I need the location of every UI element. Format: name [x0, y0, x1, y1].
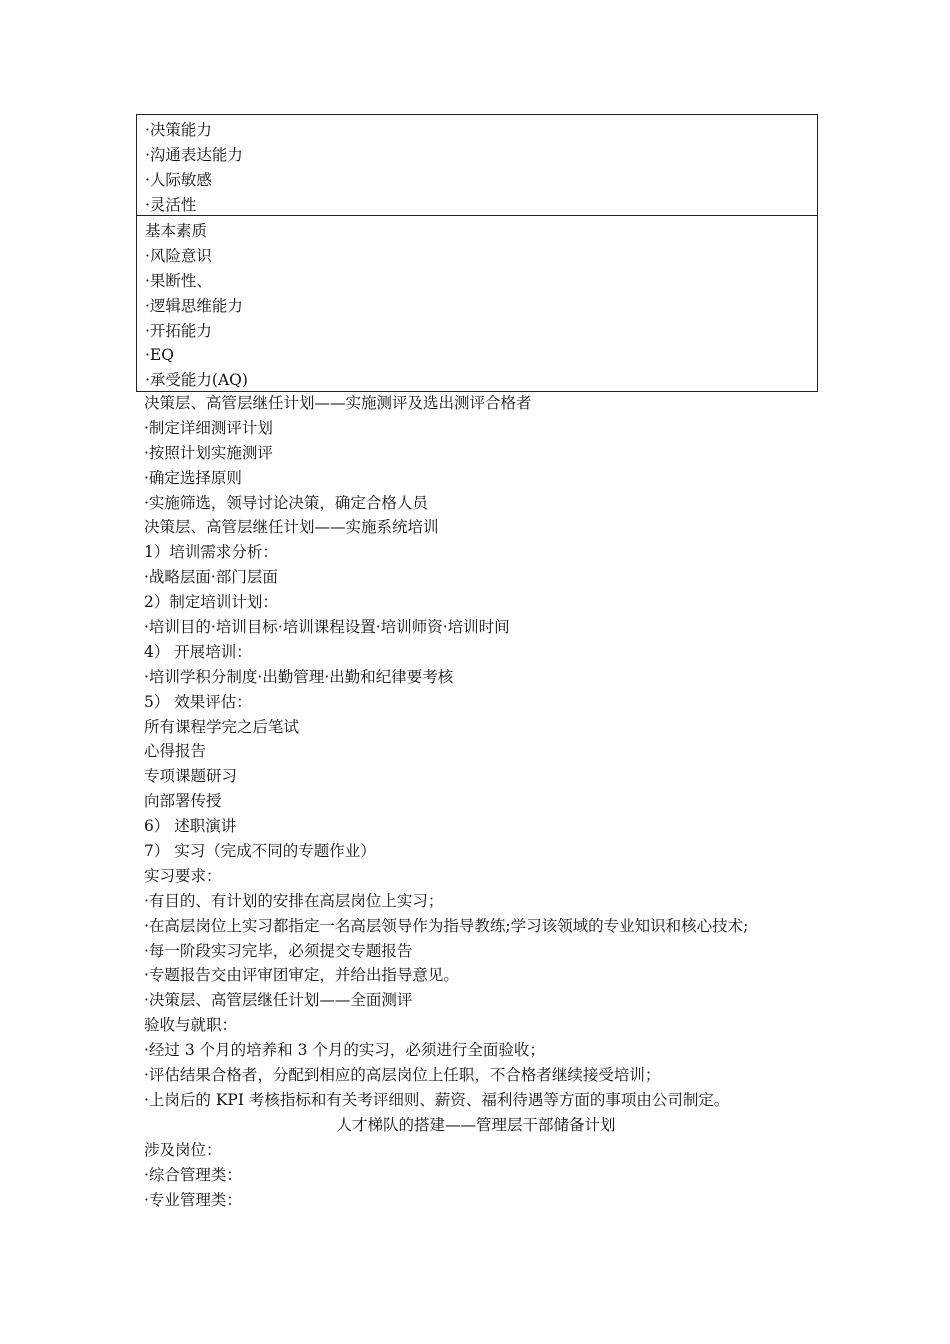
list-item: ·逻辑思维能力 — [145, 296, 243, 315]
list-item: ·果断性、 — [145, 271, 212, 290]
section-heading: 决策层、高管层继任计划——实施系统培训 — [144, 518, 439, 537]
page-section-title: 人才梯队的搭建——管理层干部储备计划 — [336, 1115, 616, 1134]
list-item: ·专题报告交由评审团审定，并给出指导意见。 — [144, 966, 459, 985]
numbered-heading: 5） 效果评估： — [144, 692, 252, 711]
list-item: ·实施筛选，领导讨论决策，确定合格人员 — [144, 493, 428, 512]
list-item: ·有目的、有计划的安排在高层岗位上实习； — [144, 891, 444, 910]
document-body — [144, 391, 844, 1212]
list-item: ·综合管理类： — [144, 1165, 242, 1184]
text-line: 专项课题研习 — [144, 767, 238, 786]
competency-table-cell-upper — [136, 114, 818, 216]
section-heading: 基本素质 — [145, 222, 208, 240]
list-item: ·沟通表达能力 — [145, 145, 243, 164]
list-item: ·决策层、高管层继任计划——全面测评 — [144, 991, 413, 1010]
list-item: ·每一阶段实习完毕，必须提交专题报告 — [144, 941, 413, 960]
numbered-heading: 7） 实习（完成不同的专题作业） — [144, 842, 376, 861]
numbered-heading: 4） 开展培训： — [144, 642, 252, 661]
list-item: ·专业管理类： — [144, 1190, 242, 1209]
list-item: ·决策能力 — [145, 121, 212, 139]
text-line: 向部署传授 — [144, 792, 222, 811]
competency-table-cell-basic-qualities — [136, 215, 818, 392]
list-item: ·EQ — [145, 346, 174, 365]
list-item: ·人际敏感 — [145, 170, 212, 189]
numbered-heading: 1）培训需求分析： — [144, 543, 278, 562]
section-heading: 决策层、高管层继任计划——实施测评及选出测评合格者 — [144, 394, 532, 412]
list-item: ·灵活性 — [145, 195, 197, 214]
numbered-heading: 2）制定培训计划： — [144, 593, 278, 612]
list-item: ·制定详细测评计划 — [144, 418, 273, 437]
list-item: ·按照计划实施测评 — [144, 443, 273, 462]
list-item: ·上岗后的 KPI 考核指标和有关考评细则、薪资、福利待遇等方面的事项由公司制定。 — [144, 1090, 730, 1109]
list-item: ·培训学积分制度·出勤管理·出勤和纪律要考核 — [144, 667, 454, 686]
list-item: ·风险意识 — [145, 246, 212, 265]
section-heading: 涉及岗位： — [144, 1140, 222, 1159]
list-item: ·战略层面·部门层面 — [144, 568, 278, 587]
list-item: ·开拓能力 — [145, 321, 212, 340]
list-item: ·承受能力(AQ) — [145, 371, 248, 390]
section-heading: 实习要求： — [144, 866, 222, 885]
list-item: ·确定选择原则 — [144, 468, 242, 487]
numbered-heading: 6） 述职演讲 — [144, 817, 237, 836]
list-item: ·在高层岗位上实习都指定一名高层领导作为指导教练;学习该领域的专业知识和核心技术; — [144, 916, 749, 935]
text-line: 心得报告 — [144, 742, 207, 761]
list-item: ·评估结果合格者，分配到相应的高层岗位上任职，不合格者继续接受培训； — [144, 1066, 661, 1085]
list-item: ·培训目的·培训目标·培训课程设置·培训师资·培训时间 — [144, 618, 510, 637]
list-item: ·经过 3 个月的培养和 3 个月的实习，必须进行全面验收； — [144, 1041, 545, 1060]
section-heading: 验收与就职： — [144, 1016, 238, 1035]
text-line: 所有课程学完之后笔试 — [144, 717, 300, 736]
